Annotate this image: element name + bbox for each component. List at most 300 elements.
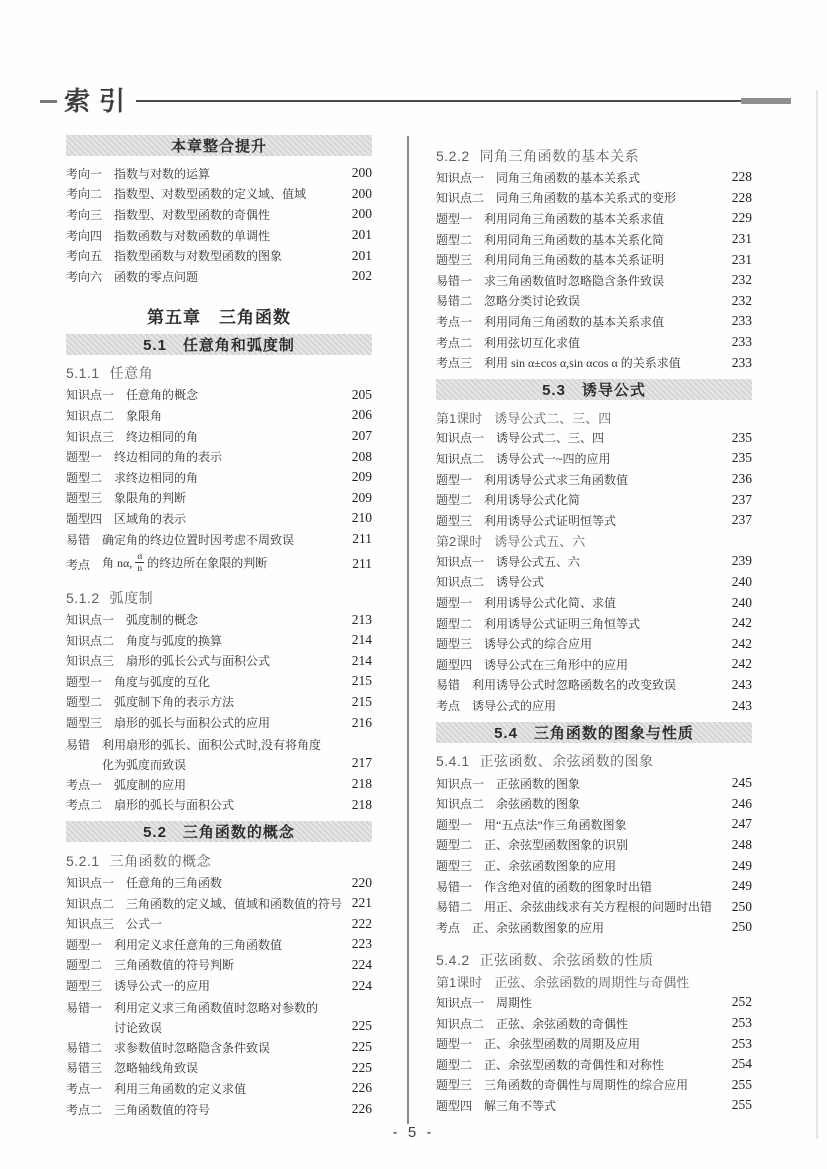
subsection-title: 三角函数的概念: [109, 852, 212, 869]
entry-title: 角 nα, $\frac{\alpha}{n}$ 的终边所在象限的判断: [102, 552, 268, 575]
entry-title: 用“五点法”作三角函数图象: [484, 817, 627, 832]
entry-page-number: 231: [731, 251, 752, 267]
entry-title: 诱导公式的应用: [472, 699, 557, 714]
toc-entry: [66, 385, 372, 406]
entry-page-number: 255: [731, 1097, 752, 1113]
entry-label: 知识点二: [436, 1016, 485, 1031]
toc-entry: [436, 188, 752, 209]
lesson-row: [436, 972, 752, 993]
entry-page-number: 218: [351, 796, 372, 812]
entry-page-number: 242: [731, 656, 752, 672]
toc-entry: [436, 270, 752, 291]
page-number: - 5 -: [392, 1124, 435, 1141]
toc-entry: [436, 448, 752, 469]
entry-page-number: 253: [731, 1015, 752, 1031]
entry-label: 知识点二: [66, 633, 115, 648]
entry-page-number: 201: [351, 227, 372, 243]
subsection-heading: [436, 951, 752, 970]
entry-title: 指数型函数与对数型函数的图象: [114, 249, 283, 264]
entry-page-number: 250: [731, 898, 752, 914]
entry-title: 利用诱导公式证明三角恒等式: [484, 616, 641, 631]
toc-entry: [436, 489, 752, 510]
entry-title: 确定角的终边位置时因考虑不周致误: [102, 532, 295, 547]
entry-page-number: 231: [731, 231, 752, 247]
subsection-heading: [66, 851, 372, 870]
entry-title: 诱导公式二、三、四: [496, 431, 605, 446]
entry-title: 诱导公式: [496, 575, 545, 590]
entry-label: 题型一: [436, 596, 473, 611]
entry-title: 利用定义求任意角的三角函数值: [114, 937, 283, 952]
entry-label: 题型二: [436, 616, 473, 631]
entry-label: 知识点三: [66, 429, 115, 444]
header-rule: [136, 100, 791, 102]
entry-label: 易错三: [66, 1061, 103, 1076]
entry-title: 指数型、对数型函数的定义域、值域: [114, 187, 307, 202]
entry-page-number: 216: [351, 714, 372, 730]
entry-title: 利用同角三角函数的基本关系证明: [484, 253, 665, 268]
entry-title: 函数的零点问题: [114, 269, 199, 284]
toc-entry: [66, 245, 372, 266]
entry-label: 题型四: [66, 511, 103, 526]
toc-entry: [436, 249, 752, 270]
toc-entry: [436, 291, 752, 312]
entry-title: 公式一: [126, 917, 163, 932]
entry-label: 题型三: [436, 637, 473, 652]
entry-page-number: 217: [351, 755, 372, 771]
entry-label: 考点一: [436, 314, 473, 329]
entry-label: 题型二: [436, 1057, 473, 1072]
toc-entry: [436, 917, 752, 938]
toc-entry: [436, 229, 752, 250]
toc-entry: [66, 405, 372, 426]
entry-label: 考向二: [66, 187, 103, 202]
entry-label: 易错一: [436, 879, 473, 894]
entry-title: 正、余弦函数图象的应用: [472, 920, 605, 935]
toc-entry: [66, 893, 372, 914]
toc-entry: [66, 671, 372, 692]
entry-title: 正、余弦型函数的奇偶性和对称性: [484, 1057, 665, 1072]
entry-label: 题型一: [436, 1037, 473, 1052]
entry-label: 题型二: [436, 493, 473, 508]
entry-label: 知识点一: [66, 388, 115, 403]
subsection-heading: [436, 146, 752, 165]
subsection-title: 弧度制: [109, 589, 154, 606]
entry-page-number: 224: [351, 956, 372, 972]
entry-label: 题型一: [436, 472, 473, 487]
subsection-title: 正弦函数、余弦函数的图象: [479, 753, 654, 770]
toc-entry: [436, 428, 752, 449]
entry-page-number: 235: [731, 429, 752, 445]
entry-title: 诱导公式五、六: [496, 554, 581, 569]
entry-label: 第2课时: [436, 534, 483, 550]
toc-entry: [436, 1013, 752, 1034]
toc-entry: [66, 1078, 372, 1099]
entry-title: 指数与对数的运算: [114, 166, 211, 181]
entry-page-number: 225: [351, 1018, 372, 1034]
toc-entry: [66, 913, 372, 934]
entry-page-number: 200: [351, 165, 372, 181]
entry-page-number: 228: [731, 169, 752, 185]
entry-page-number: 221: [351, 895, 372, 911]
entry-label: 考向一: [66, 166, 103, 181]
entry-title: 周期性: [496, 995, 533, 1010]
entry-page-number: 252: [731, 994, 752, 1010]
entry-page-number: 233: [731, 354, 752, 370]
entry-label: 考点三: [436, 356, 473, 371]
toc-entry: [66, 163, 372, 184]
toc-entry: [66, 488, 372, 509]
entry-page-number: 223: [351, 936, 372, 952]
entry-title: 利用 sin α±cos α,sin αcos α 的关系求值: [484, 356, 681, 371]
paper-edge: [816, 90, 818, 1139]
entry-label: 题型三: [436, 253, 473, 268]
entry-label: 考点二: [436, 335, 473, 350]
entry-label: 题型三: [436, 513, 473, 528]
entry-title: 扇形的弧长与面积公式: [114, 798, 235, 813]
entry-title: 扇形的弧长公式与面积公式: [126, 654, 271, 669]
entry-title: 角度与弧度的互化: [114, 674, 211, 689]
entry-title: 解三角不等式: [484, 1098, 557, 1113]
toc-entry: [436, 1075, 752, 1096]
subsection-heading: [436, 752, 752, 771]
toc-entry: [436, 551, 752, 572]
entry-page-number: 240: [731, 594, 752, 610]
entry-page-number: 211: [352, 556, 372, 572]
entry-label: 易错二: [436, 900, 473, 915]
entry-label: 知识点二: [66, 896, 115, 911]
entry-page-number: 249: [731, 878, 752, 894]
toc-entry: [66, 1099, 372, 1120]
entry-page-number: 242: [731, 635, 752, 651]
entry-page-number: 226: [351, 1101, 372, 1117]
entry-title: 正、余弦型函数的周期及应用: [484, 1037, 641, 1052]
entry-label: 题型三: [66, 716, 103, 731]
toc-entry: [66, 204, 372, 225]
entry-title: 余弦函数的图象: [496, 797, 581, 812]
entry-page-number: 205: [351, 386, 372, 402]
entry-label: 题型一: [66, 450, 103, 465]
toc-entry: [66, 651, 372, 672]
entry-title: 正弦、余弦函数的奇偶性: [496, 1016, 629, 1031]
toc-entry: [66, 692, 372, 713]
entry-label: 易错二: [66, 1040, 103, 1055]
entry-label: 题型四: [436, 657, 473, 672]
toc-entry: [66, 549, 372, 579]
entry-label: 知识点一: [436, 554, 485, 569]
entry-page-number: 242: [731, 615, 752, 631]
entry-page-number: 232: [731, 292, 752, 308]
entry-page-number: 215: [351, 693, 372, 709]
entry-title: 求三角函数值时忽略隐含条件致误: [484, 273, 665, 288]
entry-title: 任意角的三角函数: [126, 876, 223, 891]
entry-title: 利用诱导公式证明恒等式: [484, 513, 617, 528]
entry-label: 考点: [66, 557, 91, 572]
entry-page-number: 225: [351, 1039, 372, 1055]
entry-title: 利用同角三角函数的基本关系求值: [484, 314, 665, 329]
entry-label: 题型三: [66, 979, 103, 994]
entry-title: 任意角的概念: [126, 388, 199, 403]
entry-label: 知识点二: [436, 797, 485, 812]
entry-title: 区域角的表示: [114, 511, 187, 526]
entry-label: 知识点一: [66, 876, 115, 891]
entry-title: 利用同角三角函数的基本关系化简: [484, 232, 665, 247]
toc-entry: [66, 733, 372, 774]
entry-label: 易错: [66, 532, 91, 547]
entry-title: 正弦函数的图象: [496, 776, 581, 791]
toc-entry: [436, 675, 752, 696]
toc-entry: [436, 469, 752, 490]
toc-entry: [436, 814, 752, 835]
entry-label: 知识点二: [436, 191, 485, 206]
toc-column-left: [66, 135, 372, 1119]
entry-label: 题型三: [436, 859, 473, 874]
entry-title: 利用三角函数的定义求值: [114, 1081, 247, 1096]
entry-label: 易错二: [436, 294, 473, 309]
entry-page-number: 214: [351, 652, 372, 668]
toc-entry: [436, 876, 752, 897]
entry-page-number: 215: [351, 673, 372, 689]
toc-entry: [436, 1095, 752, 1116]
entry-title: 同角三角函数的基本关系式: [496, 170, 641, 185]
entry-label: 易错一: [436, 273, 473, 288]
entry-page-number: 222: [351, 915, 372, 931]
entry-label: 考点: [436, 699, 461, 714]
entry-label: 知识点一: [436, 995, 485, 1010]
toc-entry: [436, 773, 752, 794]
entry-page-number: 243: [731, 697, 752, 713]
entry-label: 题型一: [66, 674, 103, 689]
entry-label: 考向五: [66, 249, 103, 264]
entry-title: 指数型、对数型函数的奇偶性: [114, 207, 271, 222]
entry-title: 诱导公式在三角形中的应用: [484, 657, 629, 672]
toc-entry: [436, 332, 752, 353]
entry-page-number: 200: [351, 185, 372, 201]
entry-page-number: 237: [731, 512, 752, 528]
entry-label: 题型二: [66, 695, 103, 710]
entry-page-number: 209: [351, 469, 372, 485]
entry-page-number: 226: [351, 1080, 372, 1096]
toc-entry: [436, 1054, 752, 1075]
entry-title: 三角函数的奇偶性与周期性的综合应用: [484, 1078, 689, 1093]
entry-page-number: 214: [351, 632, 372, 648]
entry-page-number: 247: [731, 816, 752, 832]
toc-entry: [436, 855, 752, 876]
entry-page-number: 254: [731, 1056, 752, 1072]
entry-title: 同角三角函数的基本关系式的变形: [496, 191, 677, 206]
entry-label: 考点: [436, 920, 461, 935]
entry-title: 诱导公式的综合应用: [484, 637, 593, 652]
entry-title: 象限角的判断: [114, 491, 187, 506]
toc-entry: [436, 592, 752, 613]
entry-label: 题型一: [66, 937, 103, 952]
toc-entry: [436, 633, 752, 654]
entry-label: 知识点一: [66, 613, 115, 628]
toc-entry: [66, 712, 372, 733]
section-header-bar: 5.1 任意角和弧度制: [66, 334, 372, 355]
entry-label: 考向四: [66, 228, 103, 243]
entry-page-number: 206: [351, 407, 372, 423]
entry-page-number: 232: [731, 272, 752, 288]
subsection-number: 5.1.2: [66, 589, 100, 606]
section-header-bar: 5.3 诱导公式: [436, 379, 752, 400]
entry-label: 易错一: [66, 1000, 103, 1015]
entry-label: 知识点一: [436, 431, 485, 446]
entry-title: 终边相同的角的表示: [114, 450, 223, 465]
toc-entry: [66, 225, 372, 246]
page-title: 索引: [64, 86, 135, 116]
entry-page-number: 224: [351, 977, 372, 993]
entry-title: 三角函数值的符号: [114, 1102, 211, 1117]
entry-page-number: 208: [351, 448, 372, 464]
entry-title: 正、余弦型函数图象的识别: [484, 838, 629, 853]
entry-page-number: 245: [731, 775, 752, 791]
toc-entry: [66, 529, 372, 550]
entry-label: 知识点三: [66, 654, 115, 669]
toc-entry: [66, 184, 372, 205]
subsection-number: 5.4.1: [436, 753, 470, 770]
toc-entry: [436, 793, 752, 814]
toc-entry: [66, 446, 372, 467]
subsection-heading: [66, 588, 372, 607]
entry-label: 知识点二: [66, 408, 115, 423]
entry-page-number: 240: [731, 573, 752, 589]
entry-title: 正弦、余弦函数的周期性与奇偶性: [494, 975, 690, 991]
toc-entry: [436, 572, 752, 593]
entry-label: 题型二: [66, 470, 103, 485]
toc-entry: [436, 992, 752, 1013]
entry-label: 考向六: [66, 269, 103, 284]
toc-entry: [436, 167, 752, 188]
fraction: [135, 553, 144, 575]
entry-page-number: 250: [731, 919, 752, 935]
header-dash-mark: [40, 100, 57, 103]
entry-title: 正、余弦函数图象的应用: [484, 859, 617, 874]
toc-entry: [436, 613, 752, 634]
toc-column-right: [436, 137, 752, 1116]
toc-entry: [436, 654, 752, 675]
entry-label: 知识点三: [66, 917, 115, 932]
toc-entry: [436, 695, 752, 716]
toc-entry: [66, 795, 372, 816]
entry-title: 作含绝对值的函数的图象时出错: [484, 879, 653, 894]
toc-entry: [66, 508, 372, 529]
page-header: [40, 88, 791, 114]
entry-label: 题型四: [436, 1098, 473, 1113]
entry-page-number: 200: [351, 206, 372, 222]
toc-entry: [66, 774, 372, 795]
entry-page-number: 202: [351, 268, 372, 284]
entry-page-number: 233: [731, 313, 752, 329]
entry-page-number: 253: [731, 1035, 752, 1051]
toc-entry: [436, 208, 752, 229]
entry-title: 利用扇形的弧长、面积公式时,没有将角度 化为弧度而致误: [102, 737, 322, 773]
subsection-title: 同角三角函数的基本关系: [479, 147, 640, 164]
entry-label: 题型二: [66, 958, 103, 973]
entry-title: 诱导公式二、三、四: [494, 410, 612, 426]
entry-label: 题型一: [436, 211, 473, 226]
entry-title: 利用定义求三角函数值时忽略对参数的 讨论致误: [114, 1000, 319, 1036]
entry-label: 考点二: [66, 798, 103, 813]
column-divider: [407, 136, 409, 1124]
entry-title: 诱导公式五、六: [494, 534, 586, 550]
entry-page-number: 213: [351, 611, 372, 627]
fraction-numerator: α: [137, 552, 143, 562]
entry-label: 知识点一: [436, 776, 485, 791]
entry-label: 题型一: [436, 817, 473, 832]
entry-page-number: 255: [731, 1076, 752, 1092]
subsection-number: 5.1.1: [66, 365, 100, 382]
entry-page-number: 233: [731, 334, 752, 350]
toc-entry: [66, 266, 372, 287]
toc-entry: [66, 609, 372, 630]
entry-label: 考点一: [66, 777, 103, 792]
entry-label: 题型三: [66, 491, 103, 506]
entry-label: 考点一: [66, 1081, 103, 1096]
toc-entry: [436, 311, 752, 332]
toc-entry: [436, 835, 752, 856]
entry-title: 诱导公式一的应用: [114, 979, 211, 994]
entry-page-number: 235: [731, 450, 752, 466]
entry-title: 利用诱导公式时忽略函数名的改变致误: [472, 678, 677, 693]
entry-label: 考点二: [66, 1102, 103, 1117]
entry-title: 利用弦切互化求值: [484, 335, 581, 350]
entry-title: 三角函数值的符号判断: [114, 958, 235, 973]
entry-page-number: 236: [731, 471, 752, 487]
toc-entry: [436, 352, 752, 373]
entry-page-number: 201: [351, 247, 372, 263]
entry-page-number: 243: [731, 676, 752, 692]
entry-title: 诱导公式一~四的应用: [496, 451, 611, 466]
entry-title: 利用诱导公式化简: [484, 493, 581, 508]
lesson-row: [436, 531, 752, 552]
entry-label: 题型二: [436, 838, 473, 853]
entry-page-number: 209: [351, 489, 372, 505]
entry-title: 象限角: [126, 408, 163, 423]
entry-title: 忽略轴线角致误: [114, 1061, 199, 1076]
entry-page-number: 211: [352, 531, 372, 547]
entry-page-number: 225: [351, 1059, 372, 1075]
subsection-number: 5.4.2: [436, 952, 470, 969]
toc-entry: [66, 1037, 372, 1058]
subsection-heading: [66, 364, 372, 383]
entry-title: 弧度制下角的表示方法: [114, 695, 235, 710]
entry-page-number: 246: [731, 795, 752, 811]
lesson-row: [436, 407, 752, 428]
subsection-title: 正弦函数、余弦函数的性质: [479, 952, 654, 969]
chapter-heading: 第五章 三角函数: [147, 308, 291, 328]
entry-label: 第1课时: [436, 975, 483, 991]
entry-label: 题型二: [436, 232, 473, 247]
entry-title: 利用诱导公式化简、求值: [484, 596, 617, 611]
entry-title: 指数函数与对数函数的单调性: [114, 228, 271, 243]
toc-entry: [66, 872, 372, 893]
entry-label: 考向三: [66, 207, 103, 222]
entry-page-number: 237: [731, 491, 752, 507]
entry-title: 弧度制的应用: [114, 777, 187, 792]
entry-title: 弧度制的概念: [126, 613, 199, 628]
entry-label: 第1课时: [436, 410, 483, 426]
entry-page-number: 229: [731, 210, 752, 226]
entry-label: 知识点二: [436, 575, 485, 590]
entry-label: 易错: [436, 678, 461, 693]
subsection-number: 5.2.1: [66, 852, 100, 869]
entry-page-number: 218: [351, 776, 372, 792]
subsection-title: 任意角: [109, 365, 154, 382]
toc-entry: [66, 630, 372, 651]
entry-page-number: 210: [351, 510, 372, 526]
entry-title: 利用同角三角函数的基本关系求值: [484, 211, 665, 226]
entry-page-number: 220: [351, 874, 372, 890]
